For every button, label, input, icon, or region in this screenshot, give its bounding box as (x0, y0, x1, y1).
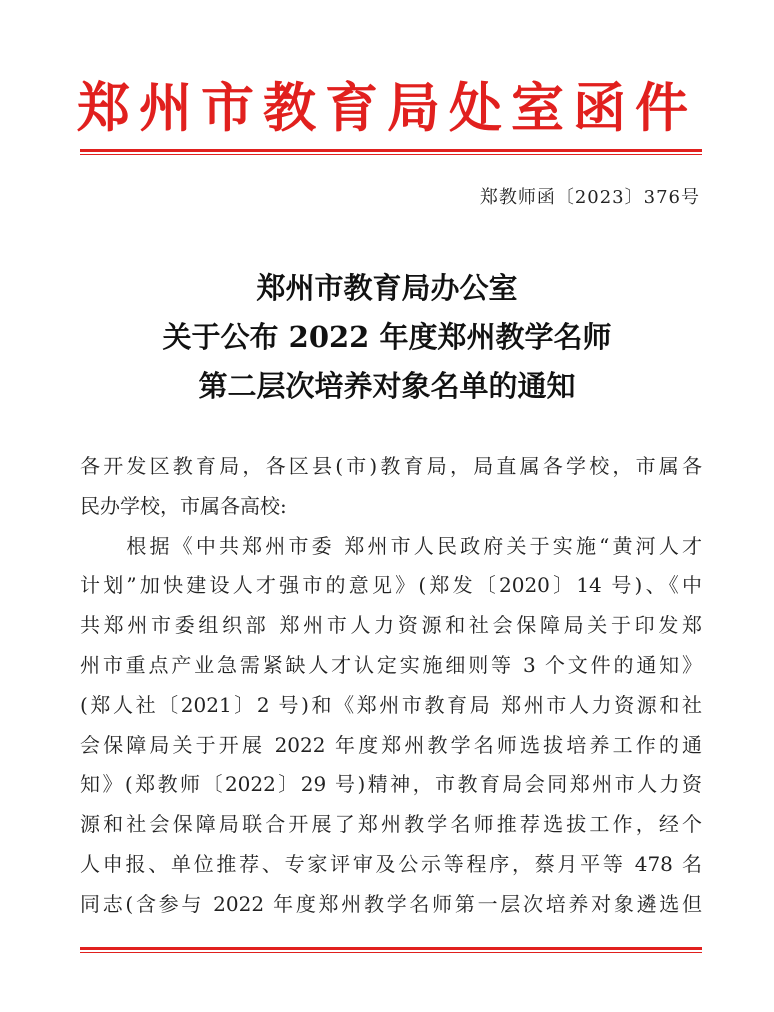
body-line: 各开发区教育局，各区县(市)教育局，局直属各学校，市属各 (80, 454, 702, 478)
body-line: 计划”加快建设人才强市的意见》(郑发〔2020〕14 号)、《中 (80, 573, 702, 598)
body-line: 源和社会保障局联合开展了郑州教学名师推荐选拔工作，经个 (80, 812, 702, 837)
body-line: 根据《中共郑州市委 郑州市人民政府关于实施“黄河人才 (80, 533, 702, 558)
body-line: 人申报、单位推荐、专家评审及公示等程序，蔡月平等 478 名 (80, 851, 702, 876)
footer-rule-thick (80, 947, 702, 950)
title-line: 郑州市教育局办公室 (256, 271, 518, 305)
document-body (80, 447, 702, 925)
body-line: 州市重点产业急需紧缺人才认定实施细则等 3 个文件的通知》 (80, 652, 702, 677)
letterhead-rule-thick (80, 149, 702, 152)
body-line: 民办学校，市属各高校: (80, 493, 287, 518)
title-line: 关于公布 2022 年度郑州教学名师 (162, 320, 612, 354)
letterhead-rule-thin (80, 154, 702, 155)
body-line: 会保障局关于开展 2022 年度郑州教学名师选拔培养工作的通 (80, 732, 702, 757)
letterhead-title: 郑州市教育局处室函件 (77, 77, 697, 139)
body-line: 共郑州市委组织部 郑州市人力资源和社会保障局关于印发郑 (80, 613, 702, 638)
document-title (0, 264, 774, 411)
body-line: 知》(郑教师〔2022〕29 号)精神，市教育局会同郑州市人力资 (80, 772, 702, 797)
body-line: (郑人社〔2021〕2 号)和《郑州市教育局 郑州市人力资源和社 (80, 692, 702, 717)
title-line: 第二层次培养对象名单的通知 (198, 369, 576, 403)
body-line: 同志(含参与 2022 年度郑州教学名师第一层次培养对象遴选但 (80, 891, 702, 916)
footer-rule-thin (80, 952, 702, 953)
document-number: 郑教师函〔2023〕376号 (479, 187, 700, 208)
